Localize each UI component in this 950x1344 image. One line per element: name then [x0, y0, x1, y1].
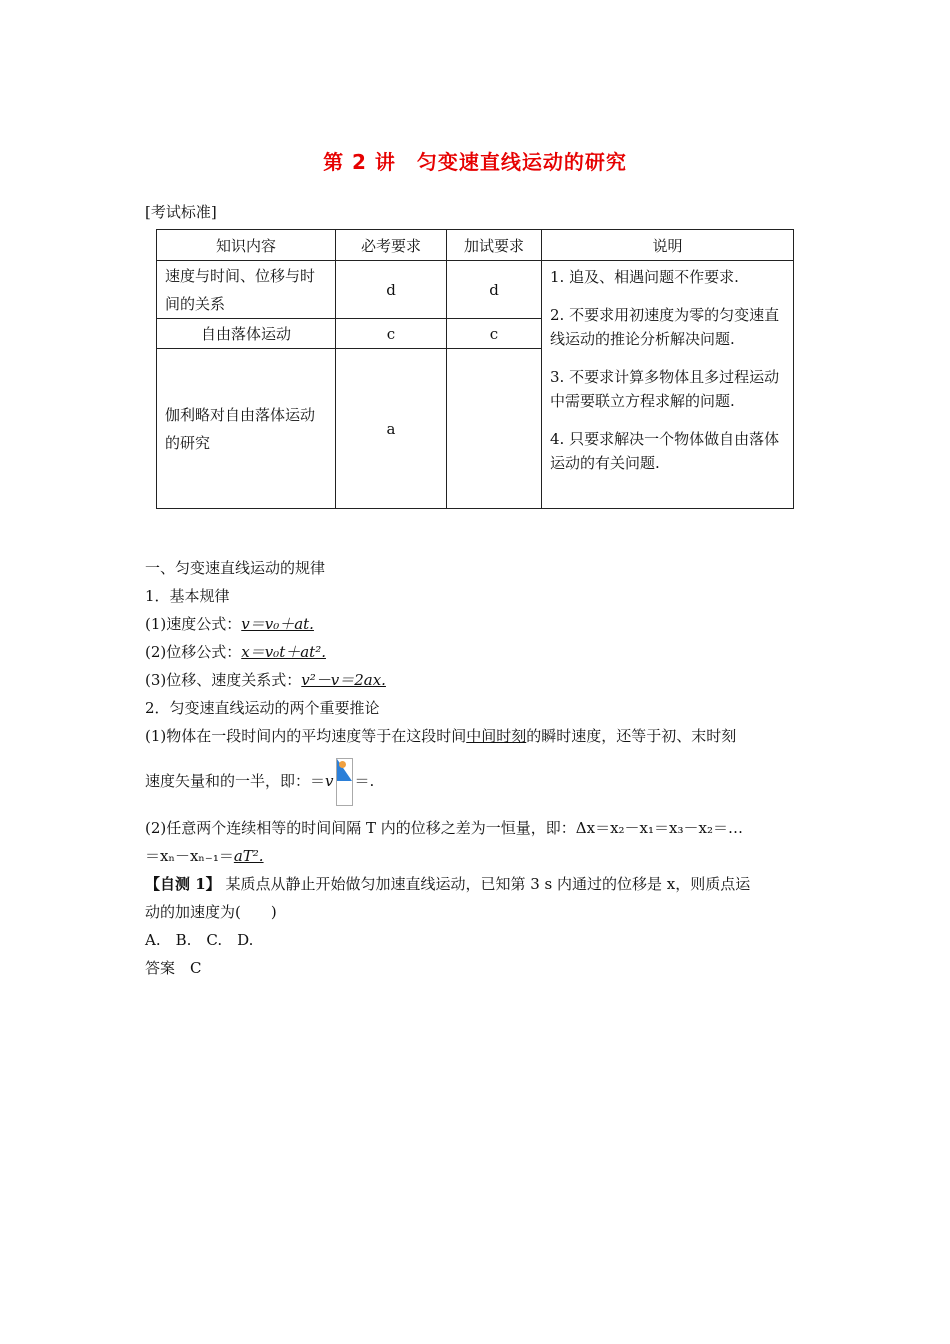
formula-label: (2)位移公式： [145, 643, 242, 661]
row-knowledge: 速度与时间、位移与时间的关系 [157, 261, 336, 319]
text: (2)任意两个连续相等的时间间隔 T 内的位移之差为一恒量，即：Δx＝x₂－x₁＝x₃－x₂＝… [145, 819, 743, 837]
formula-line [145, 610, 810, 638]
paragraph [145, 722, 810, 750]
formula-relation: v²－v＝2ax. [301, 671, 386, 689]
options: A. B. C. D. [145, 931, 254, 949]
row-knowledge: 伽利略对自由落体运动的研究 [157, 349, 336, 509]
header-required: 必考要求 [336, 230, 447, 261]
underlined-answer: aT². [233, 847, 264, 865]
self-test [145, 870, 810, 898]
formula-velocity: v＝v₀＋at. [241, 615, 314, 633]
note-item: 3. 不要求计算多物体且多过程运动中需要联立方程求解的问题. [550, 368, 780, 410]
text: (1)物体在一段时间内的平均速度等于在这段时间 [145, 727, 467, 745]
row-required: a [336, 349, 447, 509]
self-test-cont: 动的加速度为( ) [145, 903, 277, 921]
text: ＝xₙ－xₙ₋₁＝ [145, 847, 234, 865]
exam-standard-table [156, 229, 794, 509]
formula-label: (3)位移、速度关系式： [145, 671, 302, 689]
header-knowledge: 知识内容 [157, 230, 336, 261]
note-item: 4. 只要求解决一个物体做自由落体运动的有关问题. [550, 430, 780, 472]
text: 速度矢量和的一半，即：＝ [145, 772, 326, 790]
header-notes: 说明 [542, 230, 794, 261]
row-required: d [336, 261, 447, 319]
notes-cell [542, 261, 794, 509]
sub-heading: 2．匀变速直线运动的两个重要推论 [145, 699, 380, 717]
page-title: 第 2 讲 匀变速直线运动的研究 [323, 150, 627, 174]
paragraph [145, 814, 810, 842]
text: ＝. [354, 772, 375, 790]
row-extra: c [447, 319, 542, 349]
text: 的瞬时速度，还等于初、末时刻 [526, 727, 737, 745]
sub-heading: 1．基本规律 [145, 587, 230, 605]
formula-line [145, 666, 810, 694]
paragraph [145, 758, 810, 806]
section-heading: 一、匀变速直线运动的规律 [145, 559, 326, 577]
row-extra: d [447, 261, 542, 319]
exam-standard-label: [考试标准] [145, 203, 217, 221]
note-item: 1. 追及、相遇问题不作要求. [550, 268, 739, 286]
formula-displacement: x＝v₀t＋at². [241, 643, 326, 661]
paragraph [145, 842, 810, 870]
underlined-answer: 中间时刻 [466, 727, 527, 745]
answer: 答案 C [145, 959, 202, 977]
table-row [157, 261, 794, 319]
table-header-row [157, 230, 794, 261]
variable-v: v [325, 772, 334, 790]
row-extra [447, 349, 542, 509]
formula-line [145, 638, 810, 666]
self-test-tag: 【自测 1】 [145, 875, 221, 893]
note-item: 2. 不要求用初速度为零的匀变速直线运动的推论分析解决问题. [550, 306, 780, 348]
header-extra: 加试要求 [447, 230, 542, 261]
formula-label: (1)速度公式： [145, 615, 242, 633]
row-knowledge: 自由落体运动 [157, 319, 336, 349]
section-body [145, 554, 810, 982]
formula-image-icon [336, 758, 353, 806]
self-test-text: 某质点从静止开始做匀加速直线运动，已知第 3 s 内通过的位移是 x，则质点运 [220, 875, 751, 893]
row-required: c [336, 319, 447, 349]
